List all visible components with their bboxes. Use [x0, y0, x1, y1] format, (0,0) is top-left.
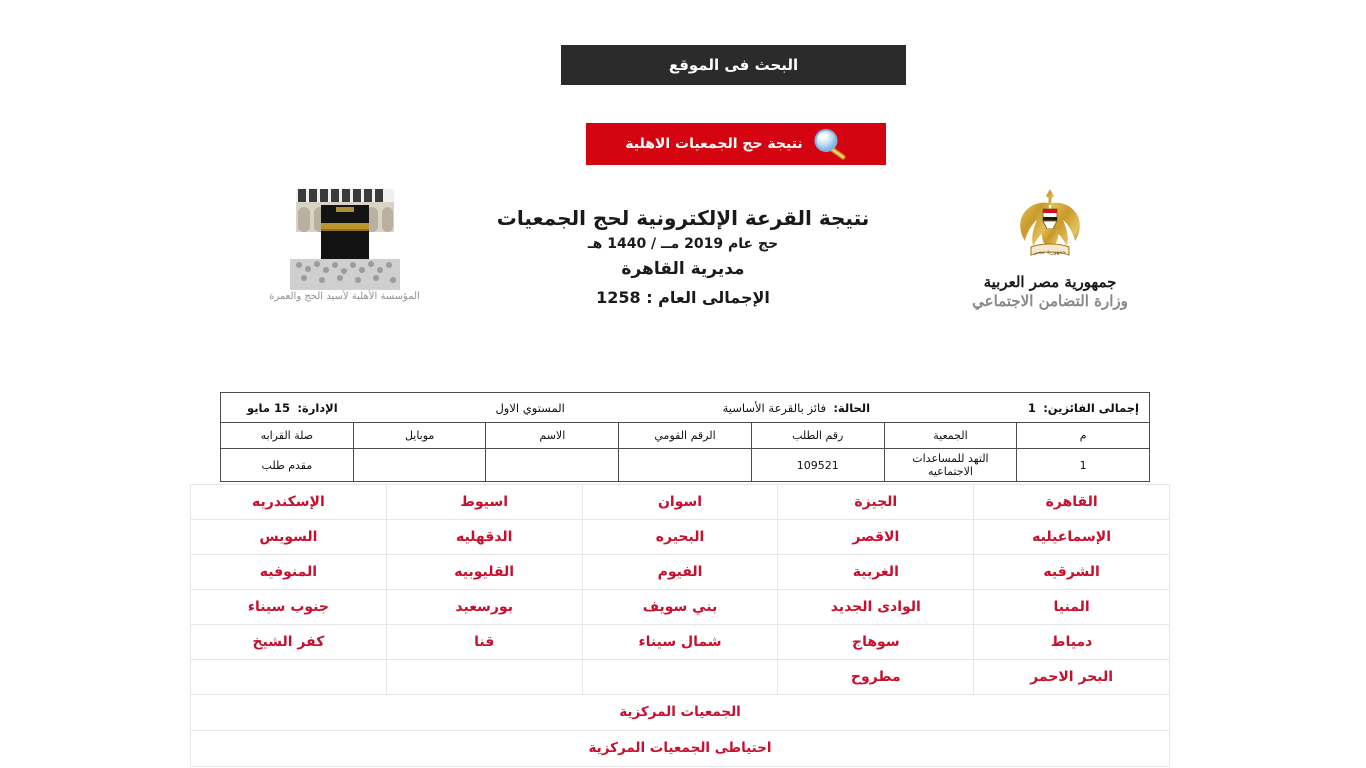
- winners-total: [1028, 401, 1139, 415]
- governorate-cell[interactable]: [974, 520, 1170, 555]
- governorate-link[interactable]: البحيره: [655, 529, 705, 545]
- governorate-row: [191, 520, 1170, 555]
- winners-administration: [247, 401, 338, 415]
- governorate-cell[interactable]: [974, 485, 1170, 520]
- governorate-row: [191, 625, 1170, 660]
- governorate-link[interactable]: المنيا: [1053, 599, 1090, 615]
- governorate-cell[interactable]: [386, 485, 582, 520]
- winners-administration-value: 15 مايو: [247, 400, 290, 415]
- governorate-link[interactable]: شمال سيناء: [638, 634, 722, 650]
- governorate-link[interactable]: الوادى الجديد: [830, 599, 921, 615]
- magnifier-icon: [813, 128, 847, 160]
- governorate-cell[interactable]: [778, 660, 974, 695]
- report-year: حج عام 2019 مــ / 1440 هـ: [587, 236, 779, 252]
- governorate-link[interactable]: السويس: [259, 529, 318, 545]
- governorate-links-grid: [190, 484, 1170, 767]
- hajj-results-button-label: نتيجة حج الجمعيات الاهلية: [625, 136, 803, 152]
- governorate-cell[interactable]: [582, 625, 778, 660]
- winners-info-row: [221, 393, 1150, 423]
- governorate-cell[interactable]: [191, 625, 387, 660]
- governorate-link[interactable]: الشرقيه: [1043, 564, 1100, 580]
- central-associations-link[interactable]: الجمعيات المركزية: [619, 704, 741, 720]
- governorate-link[interactable]: اسيوط: [460, 494, 509, 510]
- central-associations-cell[interactable]: [191, 731, 1170, 767]
- governorate-cell[interactable]: [778, 590, 974, 625]
- hajj-mission-caption: المؤسسة الأهلية لأسيد الحج والعمرة: [269, 291, 420, 302]
- column-header-national-id: الرقم القومي: [619, 423, 752, 449]
- governorate-cell[interactable]: [778, 625, 974, 660]
- governorate-cell-empty: [386, 660, 582, 695]
- winners-status-value: فائز بالقرعة الأساسية: [722, 400, 826, 415]
- report-title-block: [0, 205, 1366, 307]
- site-search-bar[interactable]: [561, 45, 906, 85]
- governorate-link[interactable]: الإسكندريه: [252, 494, 325, 510]
- cell-mobile: [353, 449, 486, 482]
- governorate-cell[interactable]: [582, 485, 778, 520]
- report-title: نتيجة القرعة الإلكترونية لحج الجمعيات: [496, 206, 870, 230]
- hajj-results-button[interactable]: [586, 123, 886, 165]
- governorate-link[interactable]: القليوبيه: [454, 564, 515, 580]
- winners-status: [723, 401, 871, 415]
- governorate-cell-empty: [191, 660, 387, 695]
- governorate-cell[interactable]: [386, 555, 582, 590]
- governorate-cell[interactable]: [778, 555, 974, 590]
- governorate-cell[interactable]: [582, 555, 778, 590]
- cell-request-no: 109521: [751, 449, 884, 482]
- column-header-index: م: [1017, 423, 1150, 449]
- governorate-cell[interactable]: [191, 555, 387, 590]
- table-row: [221, 449, 1150, 482]
- column-header-relation: صلة القرابه: [221, 423, 354, 449]
- hajj-mission-logo: [262, 185, 427, 335]
- governorate-cell[interactable]: [778, 520, 974, 555]
- winners-level: المستوي الاول: [495, 400, 565, 415]
- governorate-link[interactable]: مطروح: [850, 669, 901, 685]
- cell-name: [486, 449, 619, 482]
- governorate-link[interactable]: القاهرة: [1045, 494, 1098, 510]
- governorate-cell[interactable]: [974, 625, 1170, 660]
- governorate-cell[interactable]: [386, 625, 582, 660]
- kaaba-photo-icon: [290, 185, 400, 290]
- governorate-link[interactable]: دمياط: [1050, 634, 1093, 650]
- governorate-link[interactable]: سوهاج: [852, 634, 900, 650]
- cell-relation: مقدم طلب: [221, 449, 354, 482]
- cell-association: التهد للمساعدات الاجتماعيه: [884, 449, 1017, 482]
- governorate-row: [191, 555, 1170, 590]
- governorate-cell[interactable]: [582, 590, 778, 625]
- report-directorate: مديرية القاهرة: [621, 259, 745, 279]
- governorate-cell-empty: [582, 660, 778, 695]
- governorate-cell[interactable]: [386, 520, 582, 555]
- column-header-association: الجمعية: [884, 423, 1017, 449]
- governorate-row: [191, 485, 1170, 520]
- governorate-link[interactable]: الاقصر: [852, 529, 900, 545]
- winners-status-label: الحالة:: [833, 400, 871, 415]
- governorate-row: [191, 590, 1170, 625]
- ministry-name: وزارة التضامن الاجتماعي: [972, 292, 1128, 310]
- governorate-link[interactable]: بني سويف: [642, 599, 718, 615]
- governorate-cell[interactable]: [974, 660, 1170, 695]
- column-header-name: الاسم: [486, 423, 619, 449]
- governorate-link[interactable]: الفيوم: [657, 564, 703, 580]
- column-header-request-no: رقم الطلب: [751, 423, 884, 449]
- country-name: جمهورية مصر العربية: [983, 273, 1117, 291]
- governorate-link[interactable]: الدقهليه: [455, 529, 513, 545]
- cell-national-id: [619, 449, 752, 482]
- governorate-cell[interactable]: [778, 485, 974, 520]
- governorate-cell[interactable]: [191, 485, 387, 520]
- central-associations-row: [191, 695, 1170, 731]
- governorate-link[interactable]: المنوفيه: [259, 564, 318, 580]
- governorate-cell[interactable]: [974, 590, 1170, 625]
- governorate-link[interactable]: جنوب سيناء: [247, 599, 329, 615]
- governorate-cell[interactable]: [191, 520, 387, 555]
- winners-table-header-row: [221, 423, 1150, 449]
- governorate-link[interactable]: الجيزة: [854, 494, 898, 510]
- cell-index: 1: [1017, 449, 1150, 482]
- page-header: [0, 185, 1366, 335]
- governorate-link[interactable]: الغربية: [852, 564, 899, 580]
- governorate-cell[interactable]: [974, 555, 1170, 590]
- governorate-link[interactable]: بورسعيد: [455, 599, 513, 615]
- governorate-cell[interactable]: [582, 520, 778, 555]
- governorate-cell[interactable]: [386, 590, 582, 625]
- svg-text:جمهورية مصر: جمهورية مصر: [1034, 249, 1066, 256]
- governorate-link[interactable]: كفر الشيخ: [252, 634, 325, 650]
- governorate-link[interactable]: اسوان: [657, 494, 703, 510]
- central-associations-link[interactable]: احتياطى الجمعيات المركزية: [588, 740, 772, 756]
- winners-total-label: إجمالى الفائزين:: [1043, 400, 1139, 415]
- column-header-mobile: موبايل: [353, 423, 486, 449]
- governorate-link[interactable]: الإسماعيليه: [1032, 529, 1112, 545]
- winners-table: [220, 392, 1150, 482]
- central-associations-row: [191, 731, 1170, 767]
- governorate-link[interactable]: قنا: [474, 634, 495, 650]
- report-grand-total: الإجمالى العام : 1258: [596, 288, 770, 307]
- winners-administration-label: الإدارة:: [297, 400, 338, 415]
- governorate-row: [191, 660, 1170, 695]
- governorate-cell[interactable]: [191, 590, 387, 625]
- governorate-link[interactable]: البحر الاحمر: [1030, 669, 1114, 685]
- central-associations-cell[interactable]: [191, 695, 1170, 731]
- site-search-title: البحث فى الموقع: [668, 56, 799, 74]
- winners-total-value: 1: [1027, 400, 1036, 415]
